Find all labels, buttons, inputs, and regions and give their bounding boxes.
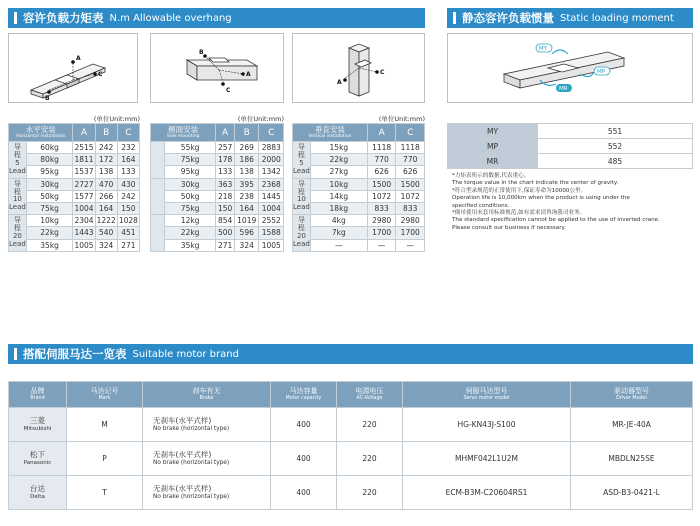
value-cell: 626 xyxy=(396,166,425,178)
table-row xyxy=(151,166,284,178)
value-cell: 164 xyxy=(117,154,139,166)
value-cell: 833 xyxy=(367,202,396,214)
note-line: *力矩表所示的数据,代表重心。 xyxy=(452,173,530,179)
value-cell: 1500 xyxy=(367,178,396,190)
brake-cell xyxy=(143,408,271,442)
lead-label-text: 导 程 20 Lead xyxy=(293,216,310,248)
lead-label-text: 导 程 10 Lead xyxy=(9,179,26,212)
motor-table-header xyxy=(9,382,693,408)
table-row xyxy=(151,190,284,202)
table-row xyxy=(293,239,425,251)
col-header-brake: 刹车有无 Brake xyxy=(143,382,271,408)
lead-label xyxy=(293,142,311,179)
value-cell: 2883 xyxy=(259,142,284,154)
value-cell: 626 xyxy=(367,166,396,178)
label-c: C xyxy=(98,71,103,78)
load-cell: 15kg xyxy=(310,142,367,154)
value-cell: 1500 xyxy=(396,178,425,190)
table-row xyxy=(293,227,425,239)
value-cell: 178 xyxy=(216,154,235,166)
table-header-title: 侧面安装 Side mounting xyxy=(151,124,216,142)
value-cell: 470 xyxy=(95,178,117,190)
value-cell: 833 xyxy=(396,202,425,214)
moment-key: MY xyxy=(448,124,538,139)
mark-cell: T xyxy=(67,476,143,510)
value-cell: 133 xyxy=(216,166,235,178)
value-cell: 1222 xyxy=(96,216,116,226)
value-cell: 854 xyxy=(216,215,235,227)
value-cell: 2727 xyxy=(74,179,94,189)
value-cell: 238 xyxy=(234,190,259,202)
load-cell: 50kg xyxy=(26,190,73,202)
col-header-mark: 马达记号 Mark xyxy=(67,382,143,408)
value-cell: — xyxy=(396,239,425,251)
note-line: Operation life is 10,000km when the product is using under the xyxy=(452,195,630,202)
load-cell: 80kg xyxy=(26,154,73,166)
value-cell: 1004 xyxy=(259,202,284,214)
value-cell: 1072 xyxy=(396,190,425,202)
motor-model-cell: HG-KN43J-S100 xyxy=(403,408,571,442)
value-cell: 2980 xyxy=(396,215,425,227)
value-cell: 2000 xyxy=(259,154,284,166)
table-row xyxy=(9,178,140,190)
label-my: MY xyxy=(539,46,548,52)
moment-value: 552 xyxy=(538,139,693,154)
load-cell: 75kg xyxy=(26,202,73,214)
moment-value: 551 xyxy=(538,124,693,139)
load-cell: 35kg xyxy=(26,239,73,251)
value-cell: 1577 xyxy=(74,191,94,201)
unit-label-vertical: (单位Unit:mm) xyxy=(378,115,425,123)
label-b: B xyxy=(45,95,50,102)
side-mount-table xyxy=(150,123,284,252)
capacity-cell: 400 xyxy=(271,442,337,476)
table-row xyxy=(9,190,140,202)
static-notes xyxy=(452,173,660,232)
value-cell: 150 xyxy=(216,202,235,214)
value-cell: 164 xyxy=(234,202,259,214)
mark-cell: M xyxy=(67,408,143,442)
brake-cn: 无刹车(水平式样) xyxy=(153,415,212,425)
load-cell: 35kg xyxy=(165,239,216,251)
brake-cell xyxy=(143,442,271,476)
brake-cell xyxy=(143,476,271,510)
voltage-cell: 220 xyxy=(337,476,403,510)
value-cell: 266 xyxy=(95,190,117,202)
label-a: A xyxy=(246,71,251,78)
col-header-driver-model: 驱动器型号 Driver Model xyxy=(571,382,693,408)
table-row xyxy=(293,142,425,154)
static-moment-table xyxy=(447,123,693,169)
value-cell: 324 xyxy=(95,239,117,251)
voltage-cell: 220 xyxy=(337,408,403,442)
motor-row xyxy=(9,476,693,510)
col-header-c: C xyxy=(396,124,425,142)
lead-label xyxy=(151,215,165,252)
table-header-title: 水平安装 Horizontal installation xyxy=(9,124,73,142)
horizontal-install-table xyxy=(8,123,140,252)
load-cell: 12kg xyxy=(165,215,216,227)
vertical-install-table xyxy=(292,123,425,252)
brake-en: No brake (horizontal type) xyxy=(153,459,230,466)
value-cell: 451 xyxy=(117,227,139,239)
load-cell: 55kg xyxy=(165,142,216,154)
value-cell: 257 xyxy=(216,142,235,154)
load-cell: 4kg xyxy=(310,215,367,227)
table-row xyxy=(9,215,140,227)
table-body xyxy=(293,142,425,252)
motor-title-en: Suitable motor brand xyxy=(132,348,239,360)
load-cell: 50kg xyxy=(165,190,216,202)
load-cell: 22kg xyxy=(310,154,367,166)
label-a: A xyxy=(337,79,342,86)
value-cell: 172 xyxy=(95,154,117,166)
value-cell: 770 xyxy=(367,154,396,166)
brake-en: No brake (horizontal type) xyxy=(153,425,230,432)
load-cell: 95kg xyxy=(165,166,216,178)
static-moment-body xyxy=(448,124,693,169)
table-row xyxy=(9,166,140,178)
static-section-header xyxy=(447,8,693,28)
brand-cell xyxy=(9,476,67,510)
table-row xyxy=(151,215,284,227)
table-row xyxy=(151,154,284,166)
note-line: The torque value in the chart indicate the center of gravity. xyxy=(452,180,619,187)
driver-model-cell: MR-JE-40A xyxy=(571,408,693,442)
value-cell: 500 xyxy=(216,227,235,239)
load-cell: 27kg xyxy=(310,166,367,178)
table-row xyxy=(151,142,284,154)
value-cell: 218 xyxy=(216,190,235,202)
table-row xyxy=(9,239,140,251)
motor-title-cn: 搭配伺服马达一览表 xyxy=(23,347,127,361)
moment-key: MR xyxy=(448,154,538,169)
lead-label xyxy=(293,215,311,252)
capacity-cell: 400 xyxy=(271,408,337,442)
value-cell: 1005 xyxy=(74,240,94,250)
static-title-cn: 静态容许负载惯量 xyxy=(462,11,554,25)
moment-title-cn: 容许负载力矩表 xyxy=(23,11,104,25)
moment-row xyxy=(448,154,693,169)
brake-cn: 无刹车(水平式样) xyxy=(153,483,212,493)
lead-label-text: 导 程 10 Lead xyxy=(293,179,310,212)
lead-label xyxy=(9,178,27,215)
value-cell: 1342 xyxy=(259,166,284,178)
brand-cn: 松下 xyxy=(30,449,45,459)
value-cell: 1118 xyxy=(396,142,425,154)
table-body xyxy=(9,142,140,252)
value-cell: 1588 xyxy=(259,227,284,239)
value-cell: 363 xyxy=(216,178,235,190)
motor-row xyxy=(9,442,693,476)
static-moment-diagram xyxy=(447,33,693,103)
load-cell: 30kg xyxy=(26,178,73,190)
motor-table xyxy=(8,381,693,510)
table-header-title: 垂直安装 Vertical installation xyxy=(293,124,368,142)
col-header-b: B xyxy=(95,124,117,142)
load-cell: 95kg xyxy=(26,166,73,178)
load-cell: 7kg xyxy=(310,227,367,239)
moment-value: 485 xyxy=(538,154,693,169)
value-cell: 2552 xyxy=(259,215,284,227)
table-row xyxy=(151,178,284,190)
col-header-capacity: 马达容量 Motor capacity xyxy=(271,382,337,408)
value-cell: 1700 xyxy=(367,227,396,239)
lead-label-text: 导 程 5 Lead xyxy=(293,143,310,175)
header-accent-bar xyxy=(14,348,17,360)
value-cell: 2980 xyxy=(367,215,396,227)
col-header-b: B xyxy=(234,124,259,142)
table-row xyxy=(9,227,140,239)
load-cell: 30kg xyxy=(165,178,216,190)
load-cell: 14kg xyxy=(310,190,367,202)
voltage-cell: 220 xyxy=(337,442,403,476)
table-body xyxy=(151,142,284,252)
note-line: specified conditions. xyxy=(452,202,510,209)
value-cell: 242 xyxy=(117,190,139,202)
load-cell: 22kg xyxy=(26,227,73,239)
table-row xyxy=(151,239,284,251)
value-cell: 138 xyxy=(234,166,259,178)
value-cell: 2368 xyxy=(259,178,284,190)
value-cell: 133 xyxy=(117,166,139,178)
table-row xyxy=(293,166,425,178)
load-cell: 10kg xyxy=(26,215,73,227)
value-cell: 1118 xyxy=(367,142,396,154)
note-line: The standard specification cannot be applied to the use of inverted crane. xyxy=(452,217,660,224)
brake-cn: 无刹车(水平式样) xyxy=(153,449,212,459)
value-cell: 1004 xyxy=(74,204,94,214)
moment-key: MP xyxy=(448,139,538,154)
col-header-c: C xyxy=(259,124,284,142)
motor-table-body xyxy=(9,408,693,510)
unit-label-side: (单位Unit:mm) xyxy=(237,115,284,123)
value-cell: 1019 xyxy=(234,215,259,227)
value-cell: 324 xyxy=(234,239,259,251)
value-cell: 1443 xyxy=(74,228,94,238)
lead-label xyxy=(9,215,27,252)
value-cell: 1537 xyxy=(74,167,94,177)
driver-model-cell: ASD-B3-0421-L xyxy=(571,476,693,510)
value-cell: 1700 xyxy=(396,227,425,239)
moment-row xyxy=(448,124,693,139)
value-cell: 271 xyxy=(117,239,139,251)
mark-cell: P xyxy=(67,442,143,476)
load-cell: — xyxy=(310,239,367,251)
brake-en: No brake (horizontal type) xyxy=(153,493,230,500)
value-cell: 1445 xyxy=(259,190,284,202)
value-cell: 2304 xyxy=(74,216,94,226)
col-header-voltage: 电源电压 AC-Voltage xyxy=(337,382,403,408)
value-cell: 1811 xyxy=(74,155,94,165)
vertical-mount-diagram xyxy=(292,33,425,103)
value-cell: 1028 xyxy=(118,216,138,226)
table-row xyxy=(293,154,425,166)
value-cell: 430 xyxy=(117,178,139,190)
table-row xyxy=(293,215,425,227)
brand-cell xyxy=(9,408,67,442)
lead-label xyxy=(9,142,27,179)
note-line: *倒吊使用未套用标准规范,如有需求请咨询我司业务。 xyxy=(452,210,586,217)
value-cell: 186 xyxy=(234,154,259,166)
value-cell: 242 xyxy=(95,142,117,154)
table-row xyxy=(293,178,425,190)
horizontal-mount-diagram xyxy=(8,33,138,103)
brand-en: Panasonic xyxy=(23,459,52,466)
col-header-motor-model: 伺服马达型号 Servo motor model xyxy=(403,382,571,408)
table-row xyxy=(293,190,425,202)
label-c: C xyxy=(226,87,231,94)
note-line: Please consult our business if necessary. xyxy=(452,224,566,231)
col-header-a: A xyxy=(367,124,396,142)
side-mount-diagram xyxy=(150,33,284,103)
value-cell: 1072 xyxy=(367,190,396,202)
brand-en: Delta xyxy=(30,493,45,500)
value-cell: 164 xyxy=(95,202,117,214)
col-header-a: A xyxy=(73,124,95,142)
lead-label-text: 导 程 20 Lead xyxy=(9,216,26,248)
value-cell: 232 xyxy=(117,142,139,154)
motor-model-cell: MHMF042L1U2M xyxy=(403,442,571,476)
brand-en: Mitsubishi xyxy=(23,425,52,432)
lead-label xyxy=(151,178,165,215)
note-line: *符合型录规范的正常使用下,保证寿命为10000公里。 xyxy=(452,187,587,194)
col-header-brand: 品牌 Brand xyxy=(9,382,67,408)
label-mp: MP xyxy=(597,69,606,75)
capacity-cell: 400 xyxy=(271,476,337,510)
header-accent-bar xyxy=(453,12,456,24)
load-cell: 60kg xyxy=(26,142,73,154)
label-a: A xyxy=(76,55,81,62)
motor-row xyxy=(9,408,693,442)
moment-title-en: N.m Allowable overhang xyxy=(109,12,232,24)
value-cell: 150 xyxy=(117,202,139,214)
value-cell: 770 xyxy=(396,154,425,166)
moment-section-header xyxy=(8,8,425,28)
static-title-en: Static loading moment xyxy=(560,12,674,24)
load-cell: 18kg xyxy=(310,202,367,214)
driver-model-cell: MBDLN25SE xyxy=(571,442,693,476)
brand-cn: 台达 xyxy=(30,483,45,493)
motor-section-header xyxy=(8,344,693,364)
lead-label xyxy=(151,142,165,179)
load-cell: 75kg xyxy=(165,154,216,166)
brand-cn: 三菱 xyxy=(30,415,45,425)
load-cell: 75kg xyxy=(165,202,216,214)
value-cell: 138 xyxy=(95,166,117,178)
motor-model-cell: ECM-B3M-C20604RS1 xyxy=(403,476,571,510)
table-row xyxy=(293,202,425,214)
value-cell: 540 xyxy=(95,227,117,239)
load-cell: 22kg xyxy=(165,227,216,239)
lead-label xyxy=(293,178,311,215)
label-mr: MR xyxy=(559,86,568,92)
value-cell: 1005 xyxy=(259,239,284,251)
value-cell: 395 xyxy=(234,178,259,190)
col-header-a: A xyxy=(216,124,235,142)
label-c: C xyxy=(380,69,385,76)
lead-label-text: 导 程 5 Lead xyxy=(9,143,26,175)
table-row xyxy=(9,202,140,214)
header-accent-bar xyxy=(14,12,17,24)
table-row xyxy=(151,227,284,239)
unit-label-horizontal: (单位Unit:mm) xyxy=(93,115,140,123)
table-row xyxy=(151,202,284,214)
value-cell: 596 xyxy=(234,227,259,239)
moment-row xyxy=(448,139,693,154)
label-b: B xyxy=(199,49,204,56)
value-cell: 269 xyxy=(234,142,259,154)
value-cell: 271 xyxy=(216,239,235,251)
value-cell: — xyxy=(367,239,396,251)
brand-cell xyxy=(9,442,67,476)
value-cell: 2515 xyxy=(74,143,94,153)
load-cell: 10kg xyxy=(310,178,367,190)
table-row xyxy=(9,142,140,154)
table-row xyxy=(9,154,140,166)
col-header-c: C xyxy=(117,124,139,142)
